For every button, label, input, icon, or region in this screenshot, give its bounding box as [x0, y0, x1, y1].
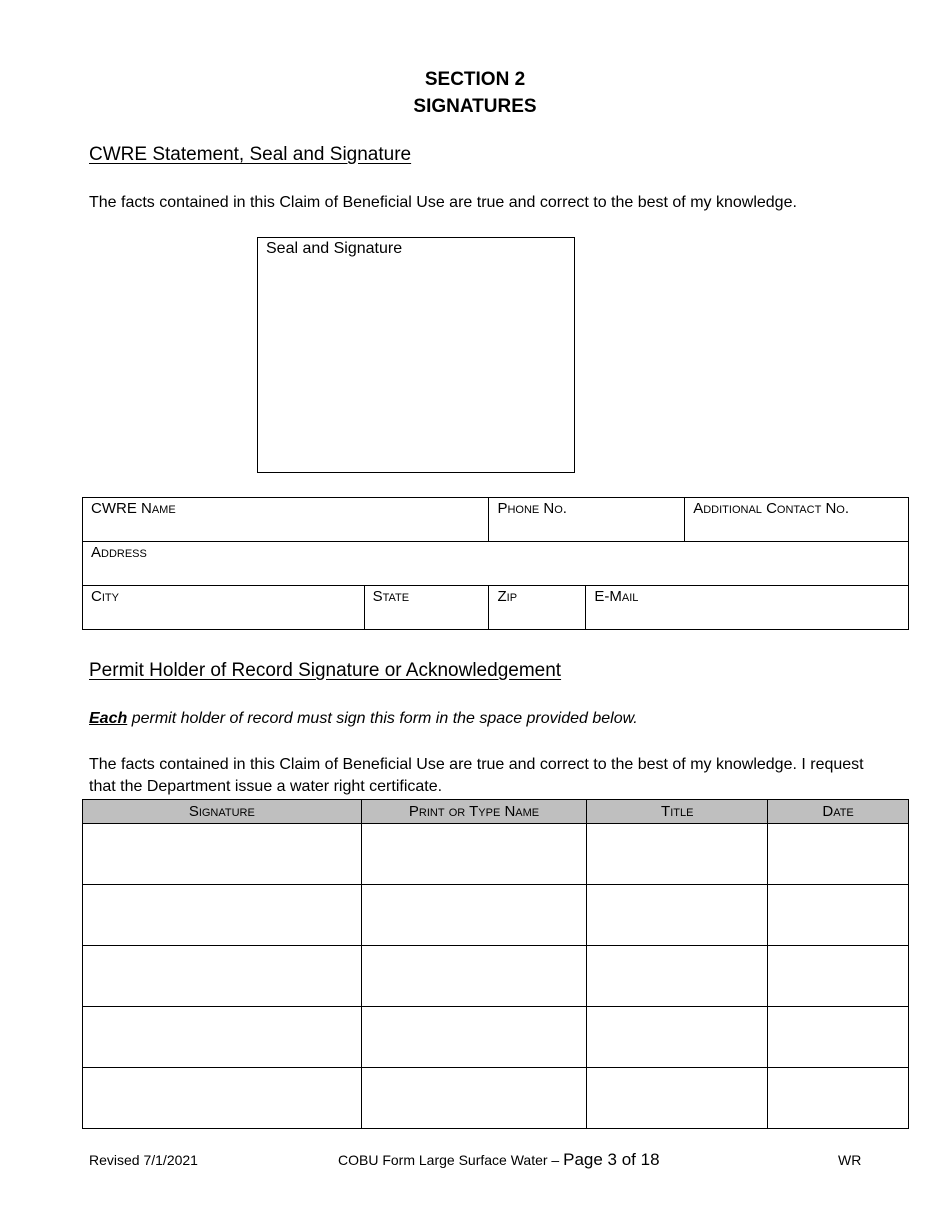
permit-holder-heading: Permit Holder of Record Signature or Acknowledgement	[89, 660, 562, 681]
name-cell[interactable]	[361, 1068, 587, 1129]
city-field[interactable]	[83, 586, 365, 630]
column-header-title: Title	[587, 800, 768, 824]
cwre-statement: The facts contained in this Claim of Beneficial Use are true and correct to the best of my knowledge.	[89, 194, 797, 211]
signature-cell[interactable]	[83, 885, 362, 946]
table-row	[83, 885, 909, 946]
signature-cell[interactable]	[83, 1068, 362, 1129]
permit-holder-instruction	[89, 708, 638, 730]
name-cell[interactable]	[361, 885, 587, 946]
date-cell[interactable]	[768, 885, 909, 946]
footer-code: WR	[838, 1152, 862, 1168]
permit-holder-statement: The facts contained in this Claim of Beneficial Use are true and correct to the best of my knowledge. I request that the Department issue a water right certificate.	[89, 756, 864, 795]
additional-contact-field[interactable]	[685, 498, 909, 542]
footer-page-number: Page 3 of 18	[563, 1150, 660, 1169]
cwre-heading: CWRE Statement, Seal and Signature	[89, 144, 412, 165]
seal-signature-box[interactable]	[257, 237, 575, 473]
date-cell[interactable]	[768, 946, 909, 1007]
date-cell[interactable]	[768, 824, 909, 885]
title-cell[interactable]	[587, 885, 768, 946]
zip-field[interactable]	[489, 586, 586, 630]
column-header-name: Print or Type Name	[361, 800, 587, 824]
table-row	[83, 824, 909, 885]
section-number: SECTION 2	[424, 69, 526, 90]
date-cell[interactable]	[768, 1068, 909, 1129]
name-cell[interactable]	[361, 946, 587, 1007]
cwre-info-table	[82, 497, 909, 630]
phone-label: Phone No.	[497, 500, 567, 517]
table-row	[83, 1007, 909, 1068]
section-title: SIGNATURES	[413, 96, 537, 117]
title-cell[interactable]	[587, 824, 768, 885]
signature-table-header	[83, 800, 909, 824]
signature-cell[interactable]	[83, 824, 362, 885]
phone-field[interactable]	[489, 498, 685, 542]
address-field[interactable]	[83, 542, 909, 586]
name-cell[interactable]	[361, 824, 587, 885]
cwre-name-label: CWRE Name	[91, 500, 176, 517]
email-field[interactable]	[586, 586, 909, 630]
instruction-text: permit holder of record must sign this form in the space provided below.	[127, 710, 638, 727]
footer-form	[338, 1150, 660, 1170]
state-field[interactable]	[364, 586, 489, 630]
email-label: E-Mail	[594, 588, 639, 605]
seal-signature-label: Seal and Signature	[266, 240, 403, 257]
zip-label: Zip	[497, 588, 518, 605]
signature-table	[82, 799, 909, 1129]
title-cell[interactable]	[587, 1007, 768, 1068]
column-header-signature: Signature	[83, 800, 362, 824]
footer-form-name: COBU Form Large Surface Water –	[338, 1152, 564, 1168]
table-row	[83, 946, 909, 1007]
footer-revised: Revised 7/1/2021	[89, 1152, 198, 1168]
signature-cell[interactable]	[83, 1007, 362, 1068]
state-label: State	[372, 588, 410, 605]
column-header-date: Date	[768, 800, 909, 824]
date-cell[interactable]	[768, 1007, 909, 1068]
address-label: Address	[91, 544, 147, 561]
signature-cell[interactable]	[83, 946, 362, 1007]
city-label: City	[91, 588, 119, 605]
title-cell[interactable]	[587, 1068, 768, 1129]
instruction-emphasis: Each	[89, 710, 128, 727]
additional-contact-label: Additional Contact No.	[693, 500, 850, 517]
table-row	[83, 1068, 909, 1129]
cwre-name-field[interactable]	[83, 498, 489, 542]
title-cell[interactable]	[587, 946, 768, 1007]
name-cell[interactable]	[361, 1007, 587, 1068]
